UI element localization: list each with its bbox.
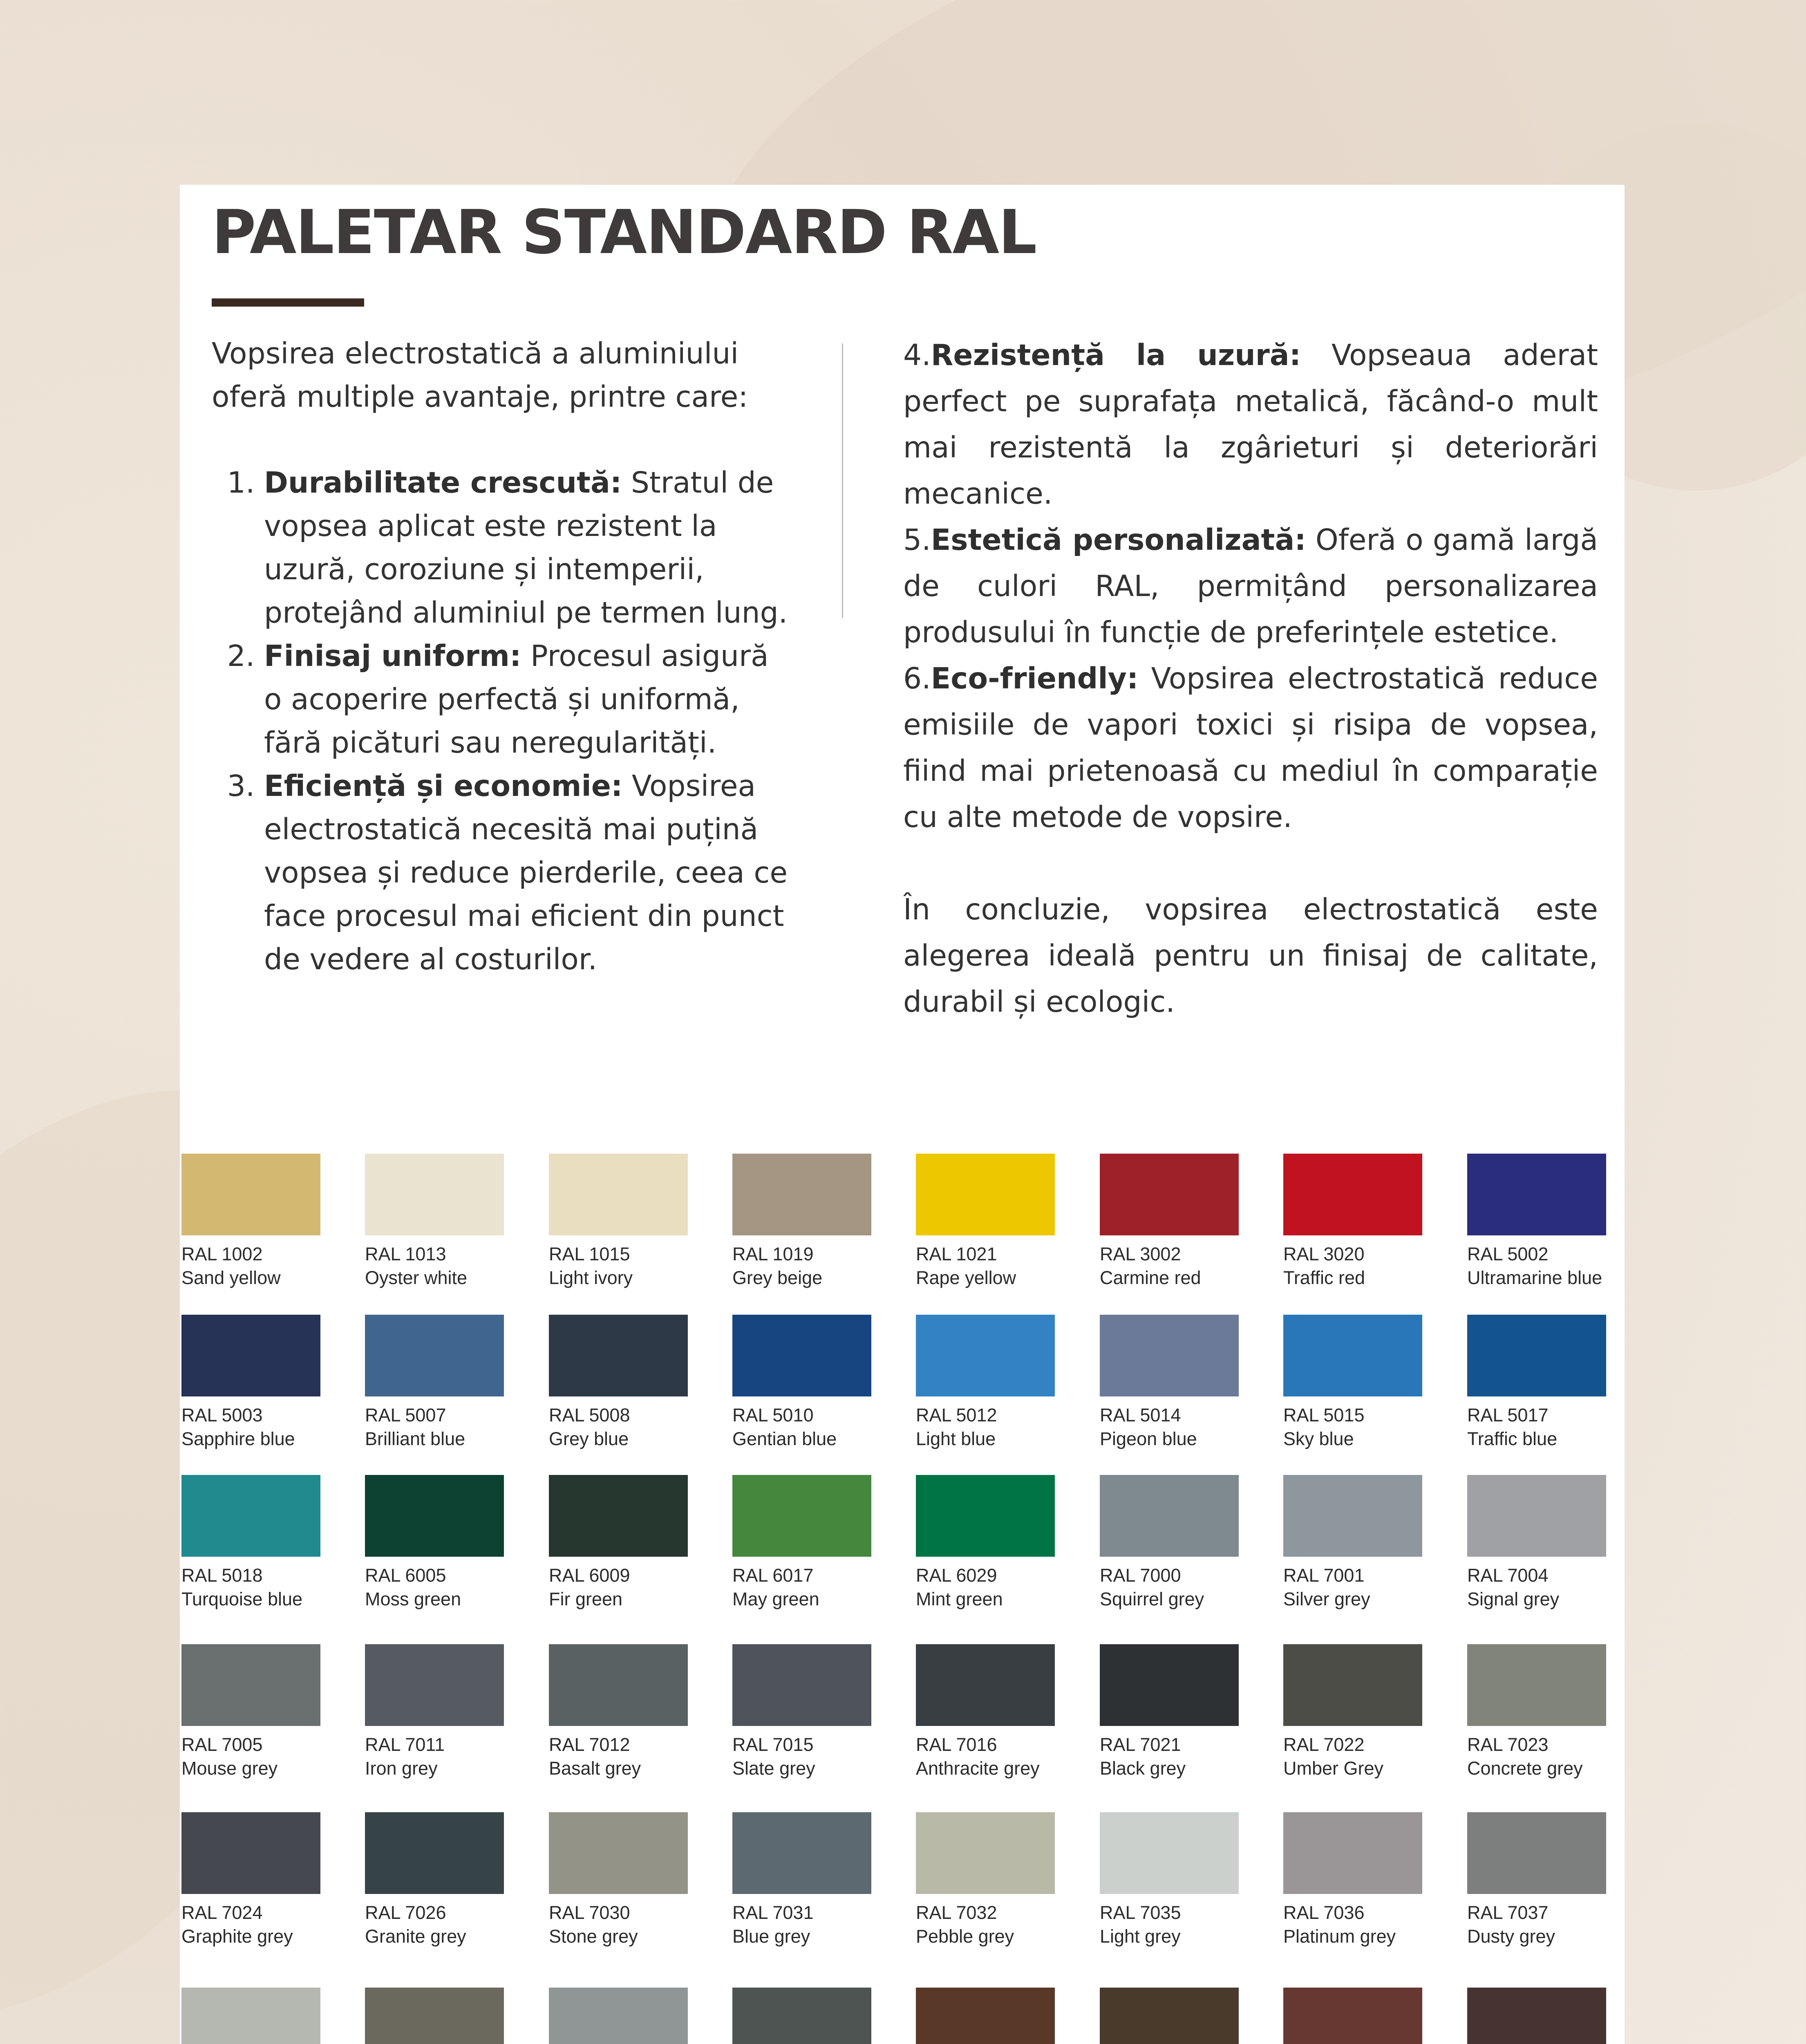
color-name: Rape yellow <box>916 1267 1016 1288</box>
color-code: RAL 7035 <box>1100 1902 1181 1923</box>
color-code: RAL 5012 <box>916 1405 997 1425</box>
color-name: Basalt grey <box>549 1758 641 1779</box>
color-name: Oyster white <box>365 1267 468 1288</box>
color-code: RAL 5014 <box>1100 1405 1181 1425</box>
color-swatch-item <box>1466 1988 1645 2044</box>
color-swatch <box>365 1154 504 1235</box>
color-swatch-item <box>180 1315 360 1449</box>
color-swatch-item <box>1098 1644 1278 1779</box>
color-name: Grey blue <box>549 1428 629 1449</box>
list-item <box>264 461 788 634</box>
color-swatch <box>1283 1154 1422 1235</box>
color-swatch <box>365 1315 504 1396</box>
color-name: Traffic red <box>1283 1267 1365 1288</box>
color-swatch <box>1283 1812 1422 1894</box>
color-name: Silver grey <box>1283 1589 1370 1609</box>
color-name: Traffic blue <box>1467 1428 1558 1449</box>
color-swatch <box>549 1315 688 1396</box>
color-swatch-item <box>1282 1475 1461 1609</box>
color-swatch <box>181 1644 320 1726</box>
color-swatch-item <box>547 1315 727 1449</box>
color-swatch <box>1467 1315 1606 1396</box>
item-text: Procesul asigură o acoperire perfectă și uniformă, fără picături sau neregularități. <box>264 639 769 760</box>
page-title: PALETAR STANDARD RAL <box>212 197 1036 267</box>
list-item <box>903 517 1598 655</box>
color-swatch <box>732 1988 871 2044</box>
item-title: Eficiență și economie: <box>264 769 623 803</box>
color-swatch-item <box>1466 1315 1645 1449</box>
color-swatch <box>1467 1154 1606 1235</box>
item-title: Estetică personalizată: <box>931 523 1306 557</box>
title-underline <box>212 298 364 307</box>
color-swatch-item <box>1098 1812 1278 1947</box>
color-swatch-item <box>1466 1644 1645 1779</box>
color-swatch <box>365 1988 504 2044</box>
color-code: RAL 1019 <box>732 1244 814 1264</box>
color-name: Blue grey <box>732 1926 810 1947</box>
color-swatch-item <box>547 1154 727 1288</box>
color-name: Dusty grey <box>1467 1926 1555 1947</box>
advantages-list <box>212 461 788 981</box>
color-name: Gentian blue <box>732 1428 837 1449</box>
color-swatch <box>732 1812 871 1894</box>
color-code: RAL 7015 <box>732 1734 814 1755</box>
color-code: RAL 7024 <box>181 1902 263 1923</box>
color-swatch <box>732 1315 871 1396</box>
color-swatch <box>365 1812 504 1894</box>
list-item <box>264 764 788 981</box>
color-swatch-item <box>731 1475 911 1609</box>
color-swatch-item <box>1466 1475 1645 1609</box>
color-swatch-item <box>363 1988 543 2044</box>
color-code: RAL 7023 <box>1467 1734 1549 1755</box>
color-swatch-item <box>1282 1812 1461 1947</box>
color-name: Squirrel grey <box>1100 1589 1204 1609</box>
color-name: Umber Grey <box>1283 1758 1384 1779</box>
color-swatch-item <box>914 1644 1094 1779</box>
color-swatch-item <box>1466 1812 1645 1947</box>
color-code: RAL 5002 <box>1467 1244 1549 1264</box>
color-swatch <box>1100 1988 1239 2044</box>
color-code: RAL 1021 <box>916 1244 997 1264</box>
color-name: Granite grey <box>365 1926 466 1947</box>
color-swatch <box>916 1988 1055 2044</box>
color-swatch <box>1100 1812 1239 1894</box>
color-swatch-item <box>731 1644 911 1779</box>
color-swatch <box>1283 1644 1422 1726</box>
color-swatch-item <box>914 1475 1094 1609</box>
color-code: RAL 6017 <box>732 1565 814 1586</box>
color-code: RAL 7022 <box>1283 1734 1365 1755</box>
color-code: RAL 7037 <box>1467 1902 1549 1923</box>
item-text: Vopsirea electrostatică necesită mai puțină vopsea și reduce pierderile, ceea ce face procesul mai eficient din punct de vedere al costurilor. <box>264 769 788 976</box>
color-name: Slate grey <box>732 1758 815 1779</box>
item-title: Finisaj uniform: <box>264 639 521 673</box>
color-swatch-item <box>180 1154 360 1288</box>
color-swatch-item <box>1098 1988 1278 2044</box>
color-swatch <box>181 1154 320 1235</box>
color-swatch-item <box>1466 1154 1645 1288</box>
color-code: RAL 1015 <box>549 1244 630 1264</box>
color-swatch <box>1467 1988 1606 2044</box>
color-name: Carmine red <box>1100 1267 1201 1288</box>
color-name: Iron grey <box>365 1758 438 1779</box>
color-code: RAL 1002 <box>181 1244 263 1264</box>
color-swatch-item <box>363 1644 543 1779</box>
color-name: Light blue <box>916 1428 996 1449</box>
color-swatch-item <box>1282 1315 1461 1449</box>
color-name: Sky blue <box>1283 1428 1354 1449</box>
color-code: RAL 7000 <box>1100 1565 1181 1586</box>
color-swatch <box>1100 1315 1239 1396</box>
color-code: RAL 7032 <box>916 1902 997 1923</box>
color-swatch-item <box>180 1475 360 1609</box>
color-swatch <box>1467 1475 1606 1557</box>
color-swatch <box>1283 1315 1422 1396</box>
color-swatch <box>916 1644 1055 1726</box>
color-name: Graphite grey <box>181 1926 293 1947</box>
color-swatch-item <box>363 1315 543 1449</box>
color-name: Fir green <box>549 1589 623 1609</box>
color-name: May green <box>732 1589 819 1609</box>
color-swatch-item <box>547 1644 727 1779</box>
color-name: Sand yellow <box>181 1267 281 1288</box>
color-code: RAL 7030 <box>549 1902 630 1923</box>
color-swatch-item <box>731 1315 911 1449</box>
color-swatch-item <box>363 1154 543 1288</box>
color-name: Black grey <box>1100 1758 1186 1779</box>
color-swatch <box>549 1644 688 1726</box>
color-swatch-item <box>547 1812 727 1947</box>
color-swatch <box>1283 1475 1422 1557</box>
item-number: 6. <box>903 661 931 695</box>
color-swatch-item <box>731 1812 911 1947</box>
color-code: RAL 5015 <box>1283 1405 1365 1425</box>
color-swatch-item <box>1282 1154 1461 1288</box>
color-swatch <box>549 1475 688 1557</box>
item-number: 5. <box>903 523 931 557</box>
color-code: RAL 3020 <box>1283 1244 1365 1264</box>
color-code: RAL 7031 <box>732 1902 814 1923</box>
color-name: Sapphire blue <box>181 1428 295 1449</box>
content-panel <box>180 185 1625 2044</box>
conclusion-text: În concluzie, vopsirea electrostatică este alegerea ideală pentru un finisaj de calitate, durabil și ecologic. <box>903 892 1598 1019</box>
color-swatch-item <box>547 1475 727 1609</box>
color-name: Concrete grey <box>1467 1758 1583 1779</box>
color-swatch <box>1100 1154 1239 1235</box>
color-code: RAL 7036 <box>1283 1902 1365 1923</box>
color-swatch-item <box>1098 1154 1278 1288</box>
color-name: Light ivory <box>549 1267 633 1288</box>
color-swatch <box>181 1475 320 1557</box>
color-code: RAL 6009 <box>549 1565 630 1586</box>
color-name: Stone grey <box>549 1926 638 1947</box>
color-code: RAL 6029 <box>916 1565 997 1586</box>
color-swatch <box>1283 1988 1422 2044</box>
color-swatch <box>732 1154 871 1235</box>
color-name: Moss green <box>365 1589 461 1609</box>
color-swatch-item <box>363 1475 543 1609</box>
color-swatch-item <box>914 1154 1094 1288</box>
color-code: RAL 6005 <box>365 1565 446 1586</box>
color-swatch <box>916 1812 1055 1894</box>
list-item <box>903 332 1598 517</box>
color-name: Turquoise blue <box>181 1589 303 1609</box>
color-swatch-item <box>180 1812 360 1947</box>
color-swatch <box>916 1315 1055 1396</box>
color-swatch-item <box>914 1812 1094 1947</box>
color-swatch-item <box>180 1644 360 1779</box>
intro-text: Vopsirea electrostatică a aluminiului oferă multiple avantaje, printre care: <box>212 336 748 414</box>
color-name: Brilliant blue <box>365 1428 465 1449</box>
color-code: RAL 7026 <box>365 1902 446 1923</box>
item-text: Stratul de vopsea aplicat este rezistent la uzură, coroziune și intemperii, protejând aluminiul pe termen lung. <box>264 466 788 630</box>
color-code: RAL 5003 <box>181 1405 263 1425</box>
color-code: RAL 5010 <box>732 1405 814 1425</box>
color-swatch-item <box>363 1812 543 1947</box>
color-swatch <box>181 1988 320 2044</box>
color-swatch <box>916 1475 1055 1557</box>
color-code: RAL 7005 <box>181 1734 263 1755</box>
item-title: Durabilitate crescută: <box>264 466 622 500</box>
color-name: Mouse grey <box>181 1758 278 1779</box>
color-code: RAL 7011 <box>365 1734 445 1755</box>
color-swatch-item <box>731 1154 911 1288</box>
color-swatch-item <box>914 1315 1094 1449</box>
color-code: RAL 3002 <box>1100 1244 1181 1264</box>
color-swatch <box>1467 1644 1606 1726</box>
color-code: RAL 7004 <box>1467 1565 1549 1586</box>
color-name: Anthracite grey <box>916 1758 1040 1779</box>
color-swatch <box>1467 1812 1606 1894</box>
color-swatch-item <box>1098 1475 1278 1609</box>
item-title: Eco-friendly: <box>931 661 1139 695</box>
color-swatch-item <box>1282 1644 1461 1779</box>
color-swatch <box>732 1644 871 1726</box>
color-swatch <box>549 1812 688 1894</box>
color-name: Light grey <box>1100 1926 1181 1947</box>
item-text: Vopsirea electrostatică reduce emisiile de vapori toxici și risipa de vopsea, fiind mai prietenoasă cu mediul în comparație cu alte metode de vopsire. <box>903 661 1598 834</box>
color-swatch <box>365 1475 504 1557</box>
item-text: Vopseaua aderat perfect pe suprafața metalică, făcând-o mult mai rezistentă la zgârieturi și deteriorări mecanice. <box>903 338 1598 511</box>
color-swatch-item <box>914 1988 1094 2044</box>
column-divider <box>842 343 843 618</box>
right-column <box>903 332 1598 1025</box>
color-name: Signal grey <box>1467 1589 1560 1609</box>
color-swatch-item <box>1098 1315 1278 1449</box>
item-title: Rezistență la uzură: <box>931 338 1301 372</box>
color-swatch <box>549 1988 688 2044</box>
color-swatch <box>181 1315 320 1396</box>
color-swatch <box>1100 1644 1239 1726</box>
color-swatch <box>365 1644 504 1726</box>
color-code: RAL 5008 <box>549 1405 630 1425</box>
left-column <box>212 332 788 981</box>
color-swatch <box>181 1812 320 1894</box>
color-code: RAL 5007 <box>365 1405 446 1425</box>
color-code: RAL 7021 <box>1100 1734 1181 1755</box>
color-name: Ultramarine blue <box>1467 1267 1602 1288</box>
color-code: RAL 7001 <box>1283 1565 1365 1586</box>
color-code: RAL 5018 <box>181 1565 263 1586</box>
item-number: 4. <box>903 338 931 372</box>
color-code: RAL 7012 <box>549 1734 630 1755</box>
color-code: RAL 5017 <box>1467 1405 1549 1425</box>
color-swatch-item <box>731 1988 911 2044</box>
color-swatch-item <box>1282 1988 1461 2044</box>
color-name: Pebble grey <box>916 1926 1014 1947</box>
color-swatch-item <box>180 1988 360 2044</box>
color-name: Pigeon blue <box>1100 1428 1197 1449</box>
list-item <box>264 634 788 764</box>
color-name: Platinum grey <box>1283 1926 1396 1947</box>
color-swatch <box>1100 1475 1239 1557</box>
color-code: RAL 7016 <box>916 1734 997 1755</box>
color-swatch <box>916 1154 1055 1235</box>
color-name: Mint green <box>916 1589 1003 1609</box>
color-swatch <box>549 1154 688 1235</box>
color-swatch <box>732 1475 871 1557</box>
list-item <box>903 655 1598 840</box>
color-code: RAL 1013 <box>365 1244 446 1264</box>
color-name: Grey beige <box>732 1267 823 1288</box>
item-text: Oferă o gamă largă de culori RAL, permițând personalizarea produsului în funcție de preferințele estetice. <box>903 523 1598 649</box>
color-swatch-item <box>547 1988 727 2044</box>
